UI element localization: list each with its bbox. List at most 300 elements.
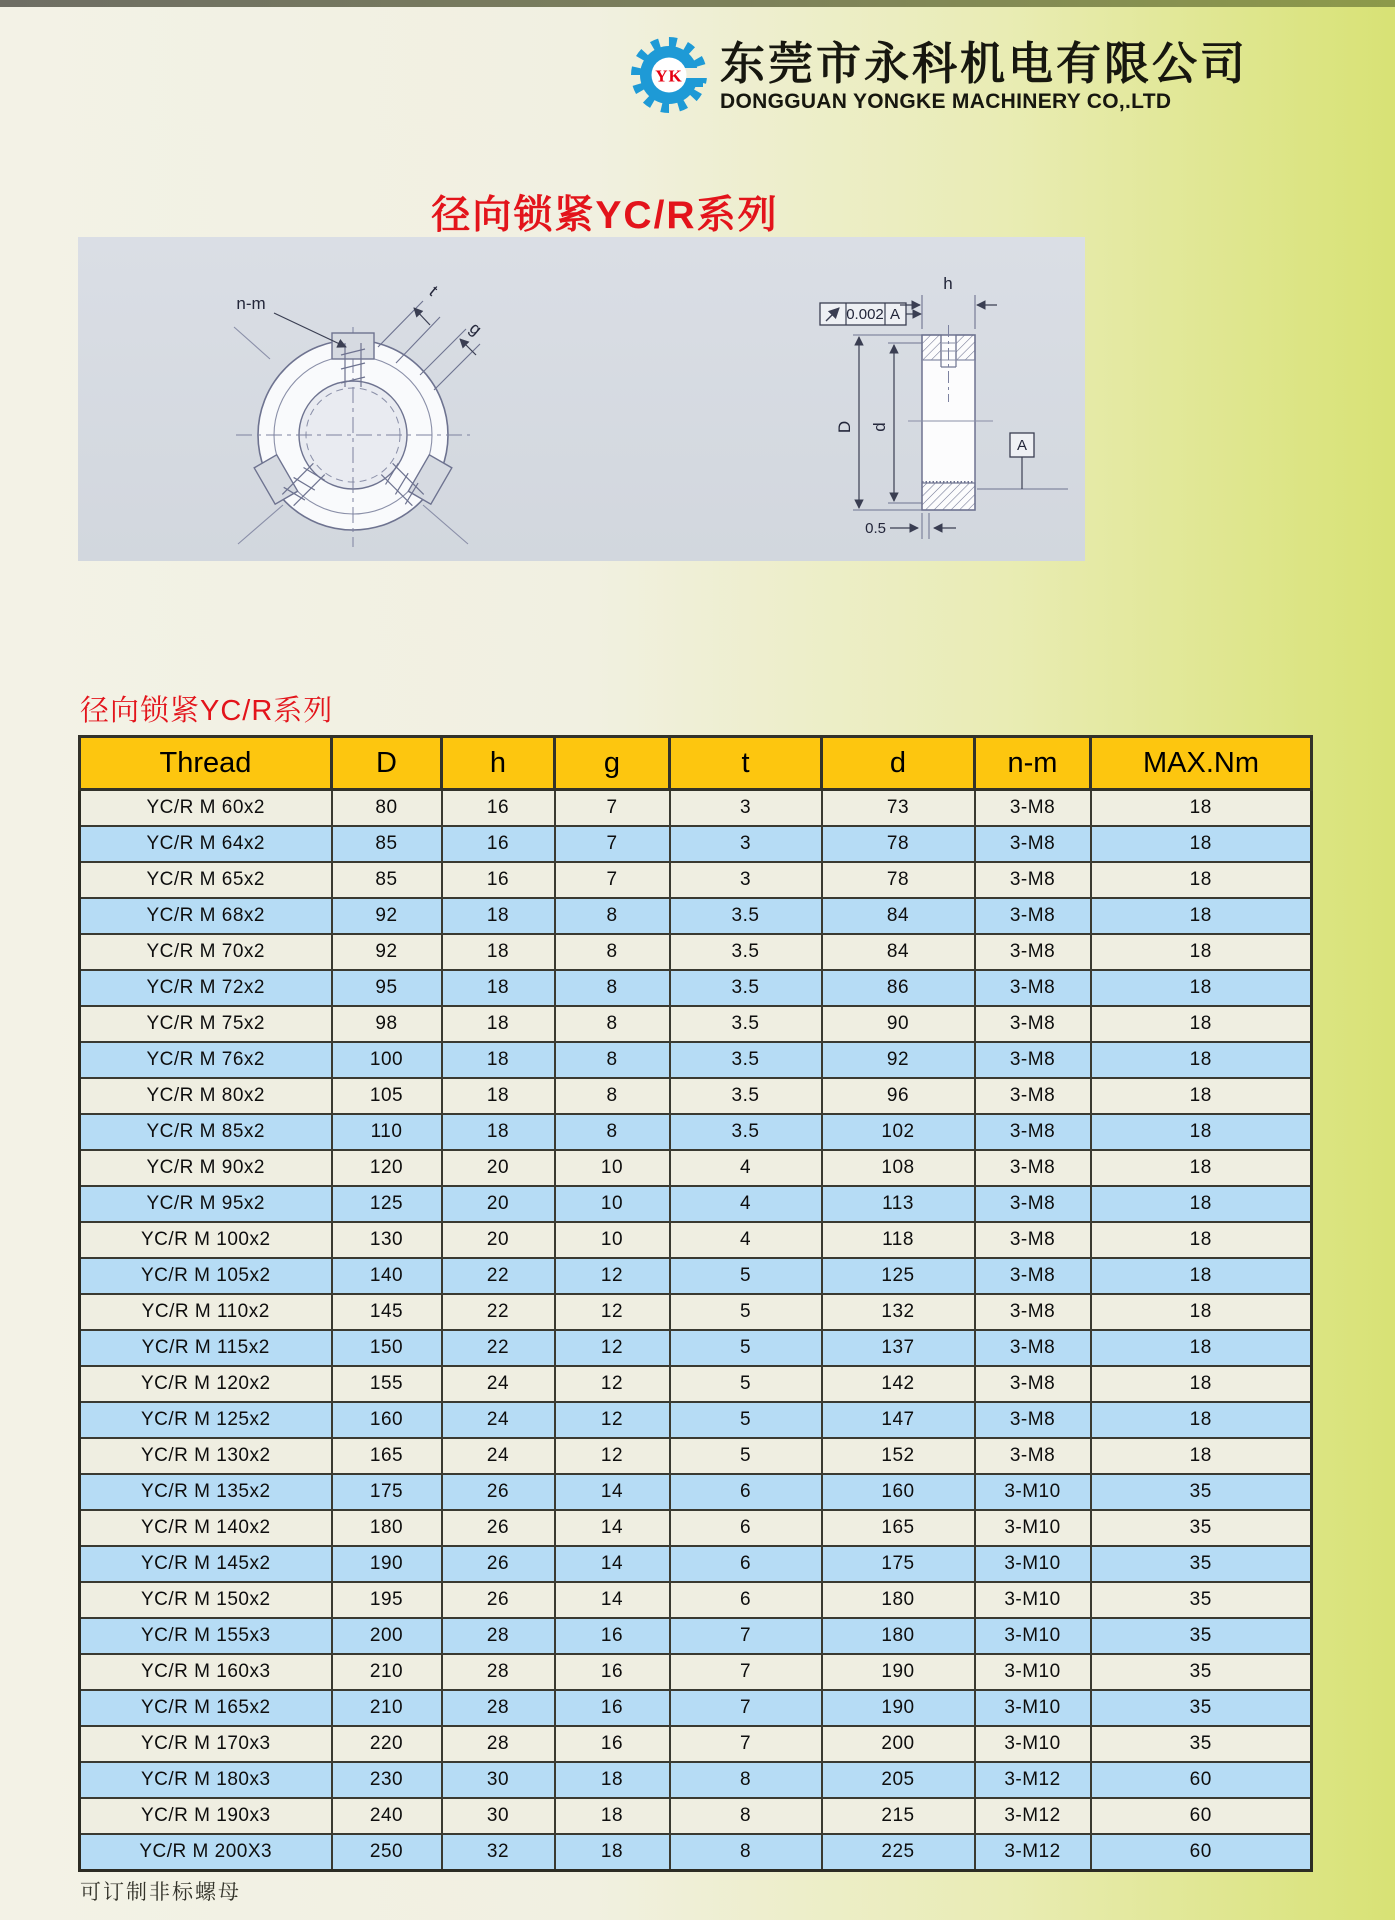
technical-drawing [78, 237, 1085, 561]
table-cell: 16 [442, 790, 555, 827]
table-cell: YC/R M 70x2 [80, 934, 332, 970]
table-cell: 30 [442, 1762, 555, 1798]
table-cell: 78 [822, 862, 975, 898]
table-cell: 8 [555, 1114, 670, 1150]
page-header [628, 34, 1248, 116]
table-cell: 3-M8 [975, 1150, 1091, 1186]
table-row [80, 1150, 1312, 1186]
table-row [80, 1078, 1312, 1114]
table-cell: 205 [822, 1762, 975, 1798]
table-cell: 28 [442, 1726, 555, 1762]
table-row [80, 934, 1312, 970]
table-cell: 3-M12 [975, 1834, 1091, 1871]
table-cell: 3-M8 [975, 934, 1091, 970]
table-cell: 190 [822, 1654, 975, 1690]
table-cell: 3-M12 [975, 1762, 1091, 1798]
table-cell: 18 [555, 1834, 670, 1871]
table-cell: YC/R M 90x2 [80, 1150, 332, 1186]
table-cell: YC/R M 68x2 [80, 898, 332, 934]
table-cell: 18 [555, 1762, 670, 1798]
spec-table-head [80, 737, 1312, 790]
table-cell: 6 [670, 1510, 822, 1546]
table-cell: 3-M8 [975, 862, 1091, 898]
table-cell: 18 [1091, 1006, 1312, 1042]
table-cell: 240 [332, 1798, 442, 1834]
table-cell: 3-M10 [975, 1726, 1091, 1762]
table-cell: 3 [670, 862, 822, 898]
technical-drawing-panel [78, 237, 1085, 561]
section-view-drawing [820, 274, 1068, 539]
table-cell: 84 [822, 934, 975, 970]
table-cell: YC/R M 140x2 [80, 1510, 332, 1546]
table-cell: 145 [332, 1294, 442, 1330]
table-cell: 3-M12 [975, 1798, 1091, 1834]
table-cell: YC/R M 100x2 [80, 1222, 332, 1258]
table-cell: 26 [442, 1546, 555, 1582]
table-row [80, 1762, 1312, 1798]
table-row [80, 790, 1312, 827]
table-cell: 125 [332, 1186, 442, 1222]
table-cell: 3-M8 [975, 1078, 1091, 1114]
table-cell: YC/R M 65x2 [80, 862, 332, 898]
table-cell: 12 [555, 1294, 670, 1330]
table-cell: 7 [670, 1618, 822, 1654]
column-header: Thread [80, 737, 332, 790]
table-row [80, 1510, 1312, 1546]
table-cell: 3 [670, 826, 822, 862]
table-cell: 200 [332, 1618, 442, 1654]
table-cell: 8 [555, 934, 670, 970]
table-cell: 60 [1091, 1762, 1312, 1798]
table-cell: 35 [1091, 1726, 1312, 1762]
table-cell: 18 [1091, 934, 1312, 970]
table-cell: 98 [332, 1006, 442, 1042]
table-row [80, 1798, 1312, 1834]
table-cell: 3.5 [670, 1042, 822, 1078]
table-cell: 78 [822, 826, 975, 862]
table-cell: 26 [442, 1474, 555, 1510]
table-cell: 3.5 [670, 970, 822, 1006]
table-cell: 18 [442, 970, 555, 1006]
table-cell: 18 [1091, 826, 1312, 862]
table-row [80, 1114, 1312, 1150]
table-cell: 24 [442, 1402, 555, 1438]
column-header: t [670, 737, 822, 790]
table-cell: 18 [555, 1798, 670, 1834]
table-cell: 5 [670, 1438, 822, 1474]
table-cell: 102 [822, 1114, 975, 1150]
table-cell: 3-M8 [975, 1366, 1091, 1402]
table-cell: 8 [555, 1042, 670, 1078]
table-cell: YC/R M 95x2 [80, 1186, 332, 1222]
table-cell: 190 [332, 1546, 442, 1582]
table-cell: 152 [822, 1438, 975, 1474]
table-cell: 18 [442, 934, 555, 970]
table-cell: YC/R M 190x3 [80, 1798, 332, 1834]
runout-datum-ref: A [889, 306, 901, 323]
table-cell: YC/R M 130x2 [80, 1438, 332, 1474]
column-header: D [332, 737, 442, 790]
table-cell: 18 [1091, 1438, 1312, 1474]
table-cell: 180 [332, 1510, 442, 1546]
table-cell: 18 [442, 1042, 555, 1078]
label-d: d [870, 422, 889, 432]
table-row [80, 1366, 1312, 1402]
table-row [80, 826, 1312, 862]
table-cell: 35 [1091, 1474, 1312, 1510]
table-row [80, 1186, 1312, 1222]
table-cell: 140 [332, 1258, 442, 1294]
table-cell: 16 [555, 1654, 670, 1690]
table-cell: YC/R M 135x2 [80, 1474, 332, 1510]
table-cell: 12 [555, 1402, 670, 1438]
table-row [80, 1726, 1312, 1762]
table-cell: YC/R M 180x3 [80, 1762, 332, 1798]
table-row [80, 1474, 1312, 1510]
table-cell: 16 [555, 1690, 670, 1726]
table-cell: 118 [822, 1222, 975, 1258]
table-row [80, 1006, 1312, 1042]
table-row [80, 1042, 1312, 1078]
table-row [80, 1546, 1312, 1582]
table-cell: 3-M8 [975, 1042, 1091, 1078]
table-row [80, 1690, 1312, 1726]
table-cell: 8 [670, 1834, 822, 1871]
top-edge-bar [0, 0, 1395, 7]
label-h: h [943, 274, 953, 293]
table-cell: YC/R M 76x2 [80, 1042, 332, 1078]
table-cell: 86 [822, 970, 975, 1006]
runout-value: 0.002 [846, 306, 884, 323]
table-row [80, 1654, 1312, 1690]
table-cell: 150 [332, 1330, 442, 1366]
table-cell: 22 [442, 1294, 555, 1330]
table-cell: 7 [670, 1654, 822, 1690]
table-cell: 85 [332, 862, 442, 898]
table-cell: 130 [332, 1222, 442, 1258]
table-cell: 18 [442, 1006, 555, 1042]
table-cell: 10 [555, 1150, 670, 1186]
table-cell: 165 [822, 1510, 975, 1546]
table-cell: 8 [670, 1798, 822, 1834]
table-cell: 3-M8 [975, 1258, 1091, 1294]
table-cell: 175 [822, 1546, 975, 1582]
logo-letters: YK [655, 66, 683, 86]
table-cell: 28 [442, 1618, 555, 1654]
table-cell: 6 [670, 1546, 822, 1582]
table-cell: YC/R M 64x2 [80, 826, 332, 862]
table-cell: 108 [822, 1150, 975, 1186]
table-cell: 12 [555, 1330, 670, 1366]
table-cell: YC/R M 125x2 [80, 1402, 332, 1438]
table-row [80, 1834, 1312, 1871]
table-cell: 3-M10 [975, 1618, 1091, 1654]
table-cell: 12 [555, 1366, 670, 1402]
face-view-drawing [234, 282, 485, 547]
table-cell: 3-M10 [975, 1654, 1091, 1690]
table-cell: YC/R M 200X3 [80, 1834, 332, 1871]
header-row [80, 737, 1312, 790]
table-cell: YC/R M 145x2 [80, 1546, 332, 1582]
table-cell: 35 [1091, 1546, 1312, 1582]
table-cell: YC/R M 155x3 [80, 1618, 332, 1654]
table-cell: 3-M8 [975, 1186, 1091, 1222]
table-cell: 105 [332, 1078, 442, 1114]
table-cell: YC/R M 85x2 [80, 1114, 332, 1150]
label-g: g [465, 318, 486, 340]
table-cell: 5 [670, 1402, 822, 1438]
table-cell: 6 [670, 1474, 822, 1510]
table-cell: 132 [822, 1294, 975, 1330]
table-cell: 10 [555, 1222, 670, 1258]
column-header: n-m [975, 737, 1091, 790]
table-cell: 18 [442, 1114, 555, 1150]
table-cell: 18 [1091, 1330, 1312, 1366]
table-cell: 92 [332, 934, 442, 970]
table-cell: 3-M8 [975, 970, 1091, 1006]
section-label: 径向锁紧YC/R系列 [80, 695, 334, 727]
table-cell: YC/R M 165x2 [80, 1690, 332, 1726]
table-cell: 147 [822, 1402, 975, 1438]
table-cell: 165 [332, 1438, 442, 1474]
table-cell: 125 [822, 1258, 975, 1294]
company-name-en: DONGGUAN YONGKE MACHINERY CO,.LTD [720, 90, 1172, 114]
company-names [720, 34, 1248, 114]
table-cell: 8 [555, 1006, 670, 1042]
table-cell: 18 [1091, 1078, 1312, 1114]
table-cell: 3-M8 [975, 1438, 1091, 1474]
table-cell: 18 [1091, 790, 1312, 827]
table-cell: 120 [332, 1150, 442, 1186]
table-cell: YC/R M 75x2 [80, 1006, 332, 1042]
table-cell: YC/R M 160x3 [80, 1654, 332, 1690]
table-cell: 113 [822, 1186, 975, 1222]
table-cell: 92 [822, 1042, 975, 1078]
table-cell: 3-M10 [975, 1582, 1091, 1618]
label-chamfer: 0.5 [865, 520, 886, 537]
table-cell: 190 [822, 1690, 975, 1726]
table-cell: 3.5 [670, 934, 822, 970]
table-cell: 5 [670, 1366, 822, 1402]
table-cell: 3-M8 [975, 1006, 1091, 1042]
table-cell: 110 [332, 1114, 442, 1150]
table-cell: 14 [555, 1546, 670, 1582]
table-cell: 3-M8 [975, 1294, 1091, 1330]
table-cell: 3-M8 [975, 1114, 1091, 1150]
table-cell: 22 [442, 1330, 555, 1366]
table-cell: 220 [332, 1726, 442, 1762]
table-cell: YC/R M 105x2 [80, 1258, 332, 1294]
table-cell: 3-M8 [975, 1222, 1091, 1258]
table-cell: 20 [442, 1222, 555, 1258]
table-cell: 18 [1091, 862, 1312, 898]
table-cell: 100 [332, 1042, 442, 1078]
table-cell: 3-M10 [975, 1546, 1091, 1582]
table-cell: 7 [555, 790, 670, 827]
table-cell: 18 [1091, 1402, 1312, 1438]
table-row [80, 1438, 1312, 1474]
spec-table-body [80, 790, 1312, 1871]
table-cell: 24 [442, 1438, 555, 1474]
table-row [80, 1330, 1312, 1366]
table-cell: 18 [1091, 1294, 1312, 1330]
table-cell: 14 [555, 1510, 670, 1546]
table-cell: 200 [822, 1726, 975, 1762]
label-n-m: n-m [236, 294, 266, 313]
table-cell: 35 [1091, 1510, 1312, 1546]
table-row [80, 1582, 1312, 1618]
table-cell: 4 [670, 1222, 822, 1258]
table-cell: 30 [442, 1798, 555, 1834]
table-cell: 8 [555, 898, 670, 934]
table-cell: 60 [1091, 1798, 1312, 1834]
table-cell: 7 [670, 1690, 822, 1726]
table-cell: 14 [555, 1582, 670, 1618]
table-cell: 90 [822, 1006, 975, 1042]
table-cell: YC/R M 80x2 [80, 1078, 332, 1114]
table-cell: 3.5 [670, 1114, 822, 1150]
table-cell: 18 [1091, 1150, 1312, 1186]
table-cell: 16 [442, 862, 555, 898]
table-row [80, 1402, 1312, 1438]
table-cell: 18 [1091, 1114, 1312, 1150]
table-cell: 160 [822, 1474, 975, 1510]
table-cell: 195 [332, 1582, 442, 1618]
table-cell: 180 [822, 1582, 975, 1618]
table-cell: 32 [442, 1834, 555, 1871]
table-cell: 3 [670, 790, 822, 827]
table-cell: 80 [332, 790, 442, 827]
label-D: D [835, 420, 854, 434]
table-cell: 160 [332, 1402, 442, 1438]
company-logo [628, 34, 710, 116]
table-cell: 230 [332, 1762, 442, 1798]
table-cell: 18 [1091, 1222, 1312, 1258]
table-cell: 3.5 [670, 1078, 822, 1114]
table-cell: 95 [332, 970, 442, 1006]
company-name-cn: 东莞市永科机电有限公司 [720, 38, 1249, 89]
table-cell: 84 [822, 898, 975, 934]
table-cell: YC/R M 120x2 [80, 1366, 332, 1402]
table-cell: 35 [1091, 1690, 1312, 1726]
table-cell: 7 [555, 862, 670, 898]
table-cell: 35 [1091, 1654, 1312, 1690]
table-cell: 20 [442, 1150, 555, 1186]
table-cell: 10 [555, 1186, 670, 1222]
column-header: MAX.Nm [1091, 737, 1312, 790]
table-cell: 8 [555, 970, 670, 1006]
table-cell: YC/R M 110x2 [80, 1294, 332, 1330]
table-cell: 18 [1091, 1366, 1312, 1402]
table-cell: 3-M8 [975, 1402, 1091, 1438]
table-cell: 5 [670, 1294, 822, 1330]
table-row [80, 898, 1312, 934]
table-cell: 18 [1091, 898, 1312, 934]
table-cell: 28 [442, 1654, 555, 1690]
table-cell: YC/R M 60x2 [80, 790, 332, 827]
table-cell: 215 [822, 1798, 975, 1834]
table-cell: 3.5 [670, 1006, 822, 1042]
table-cell: 8 [670, 1762, 822, 1798]
table-cell: 3-M10 [975, 1690, 1091, 1726]
column-header: g [555, 737, 670, 790]
datum-tag: A [1016, 437, 1028, 454]
table-cell: 4 [670, 1150, 822, 1186]
table-cell: 137 [822, 1330, 975, 1366]
table-cell: 26 [442, 1582, 555, 1618]
gear-icon [628, 34, 710, 116]
table-cell: YC/R M 115x2 [80, 1330, 332, 1366]
table-cell: 92 [332, 898, 442, 934]
table-row [80, 1222, 1312, 1258]
table-cell: 85 [332, 826, 442, 862]
table-cell: 3.5 [670, 898, 822, 934]
table-cell: 96 [822, 1078, 975, 1114]
spec-table [78, 735, 1313, 1872]
table-row [80, 1258, 1312, 1294]
table-row [80, 1294, 1312, 1330]
table-cell: 18 [1091, 970, 1312, 1006]
table-cell: 6 [670, 1582, 822, 1618]
table-cell: 7 [670, 1726, 822, 1762]
table-cell: 4 [670, 1186, 822, 1222]
table-cell: 7 [555, 826, 670, 862]
table-cell: 8 [555, 1078, 670, 1114]
table-cell: 155 [332, 1366, 442, 1402]
label-t: t [425, 281, 442, 300]
table-cell: 210 [332, 1654, 442, 1690]
table-cell: 5 [670, 1330, 822, 1366]
table-row [80, 970, 1312, 1006]
table-cell: 3-M8 [975, 826, 1091, 862]
table-cell: 16 [555, 1618, 670, 1654]
column-header: d [822, 737, 975, 790]
table-cell: 12 [555, 1258, 670, 1294]
table-cell: 18 [1091, 1042, 1312, 1078]
table-cell: 5 [670, 1258, 822, 1294]
table-cell: 3-M8 [975, 898, 1091, 934]
table-row [80, 862, 1312, 898]
table-cell: 12 [555, 1438, 670, 1474]
footer-note: 可订制非标螺母 [80, 1881, 241, 1904]
table-cell: 35 [1091, 1582, 1312, 1618]
table-cell: 35 [1091, 1618, 1312, 1654]
table-cell: YC/R M 170x3 [80, 1726, 332, 1762]
table-cell: 18 [1091, 1186, 1312, 1222]
table-cell: 26 [442, 1510, 555, 1546]
table-cell: 18 [442, 898, 555, 934]
table-cell: 18 [442, 1078, 555, 1114]
column-header: h [442, 737, 555, 790]
table-cell: YC/R M 150x2 [80, 1582, 332, 1618]
table-cell: 142 [822, 1366, 975, 1402]
table-cell: 3-M8 [975, 1330, 1091, 1366]
table-cell: 24 [442, 1366, 555, 1402]
table-cell: 16 [442, 826, 555, 862]
table-cell: 175 [332, 1474, 442, 1510]
table-cell: YC/R M 72x2 [80, 970, 332, 1006]
table-cell: 14 [555, 1474, 670, 1510]
table-cell: 210 [332, 1690, 442, 1726]
table-cell: 3-M8 [975, 790, 1091, 827]
table-cell: 73 [822, 790, 975, 827]
table-cell: 3-M10 [975, 1474, 1091, 1510]
table-cell: 16 [555, 1726, 670, 1762]
table-cell: 28 [442, 1690, 555, 1726]
table-cell: 250 [332, 1834, 442, 1871]
table-row [80, 1618, 1312, 1654]
table-cell: 225 [822, 1834, 975, 1871]
